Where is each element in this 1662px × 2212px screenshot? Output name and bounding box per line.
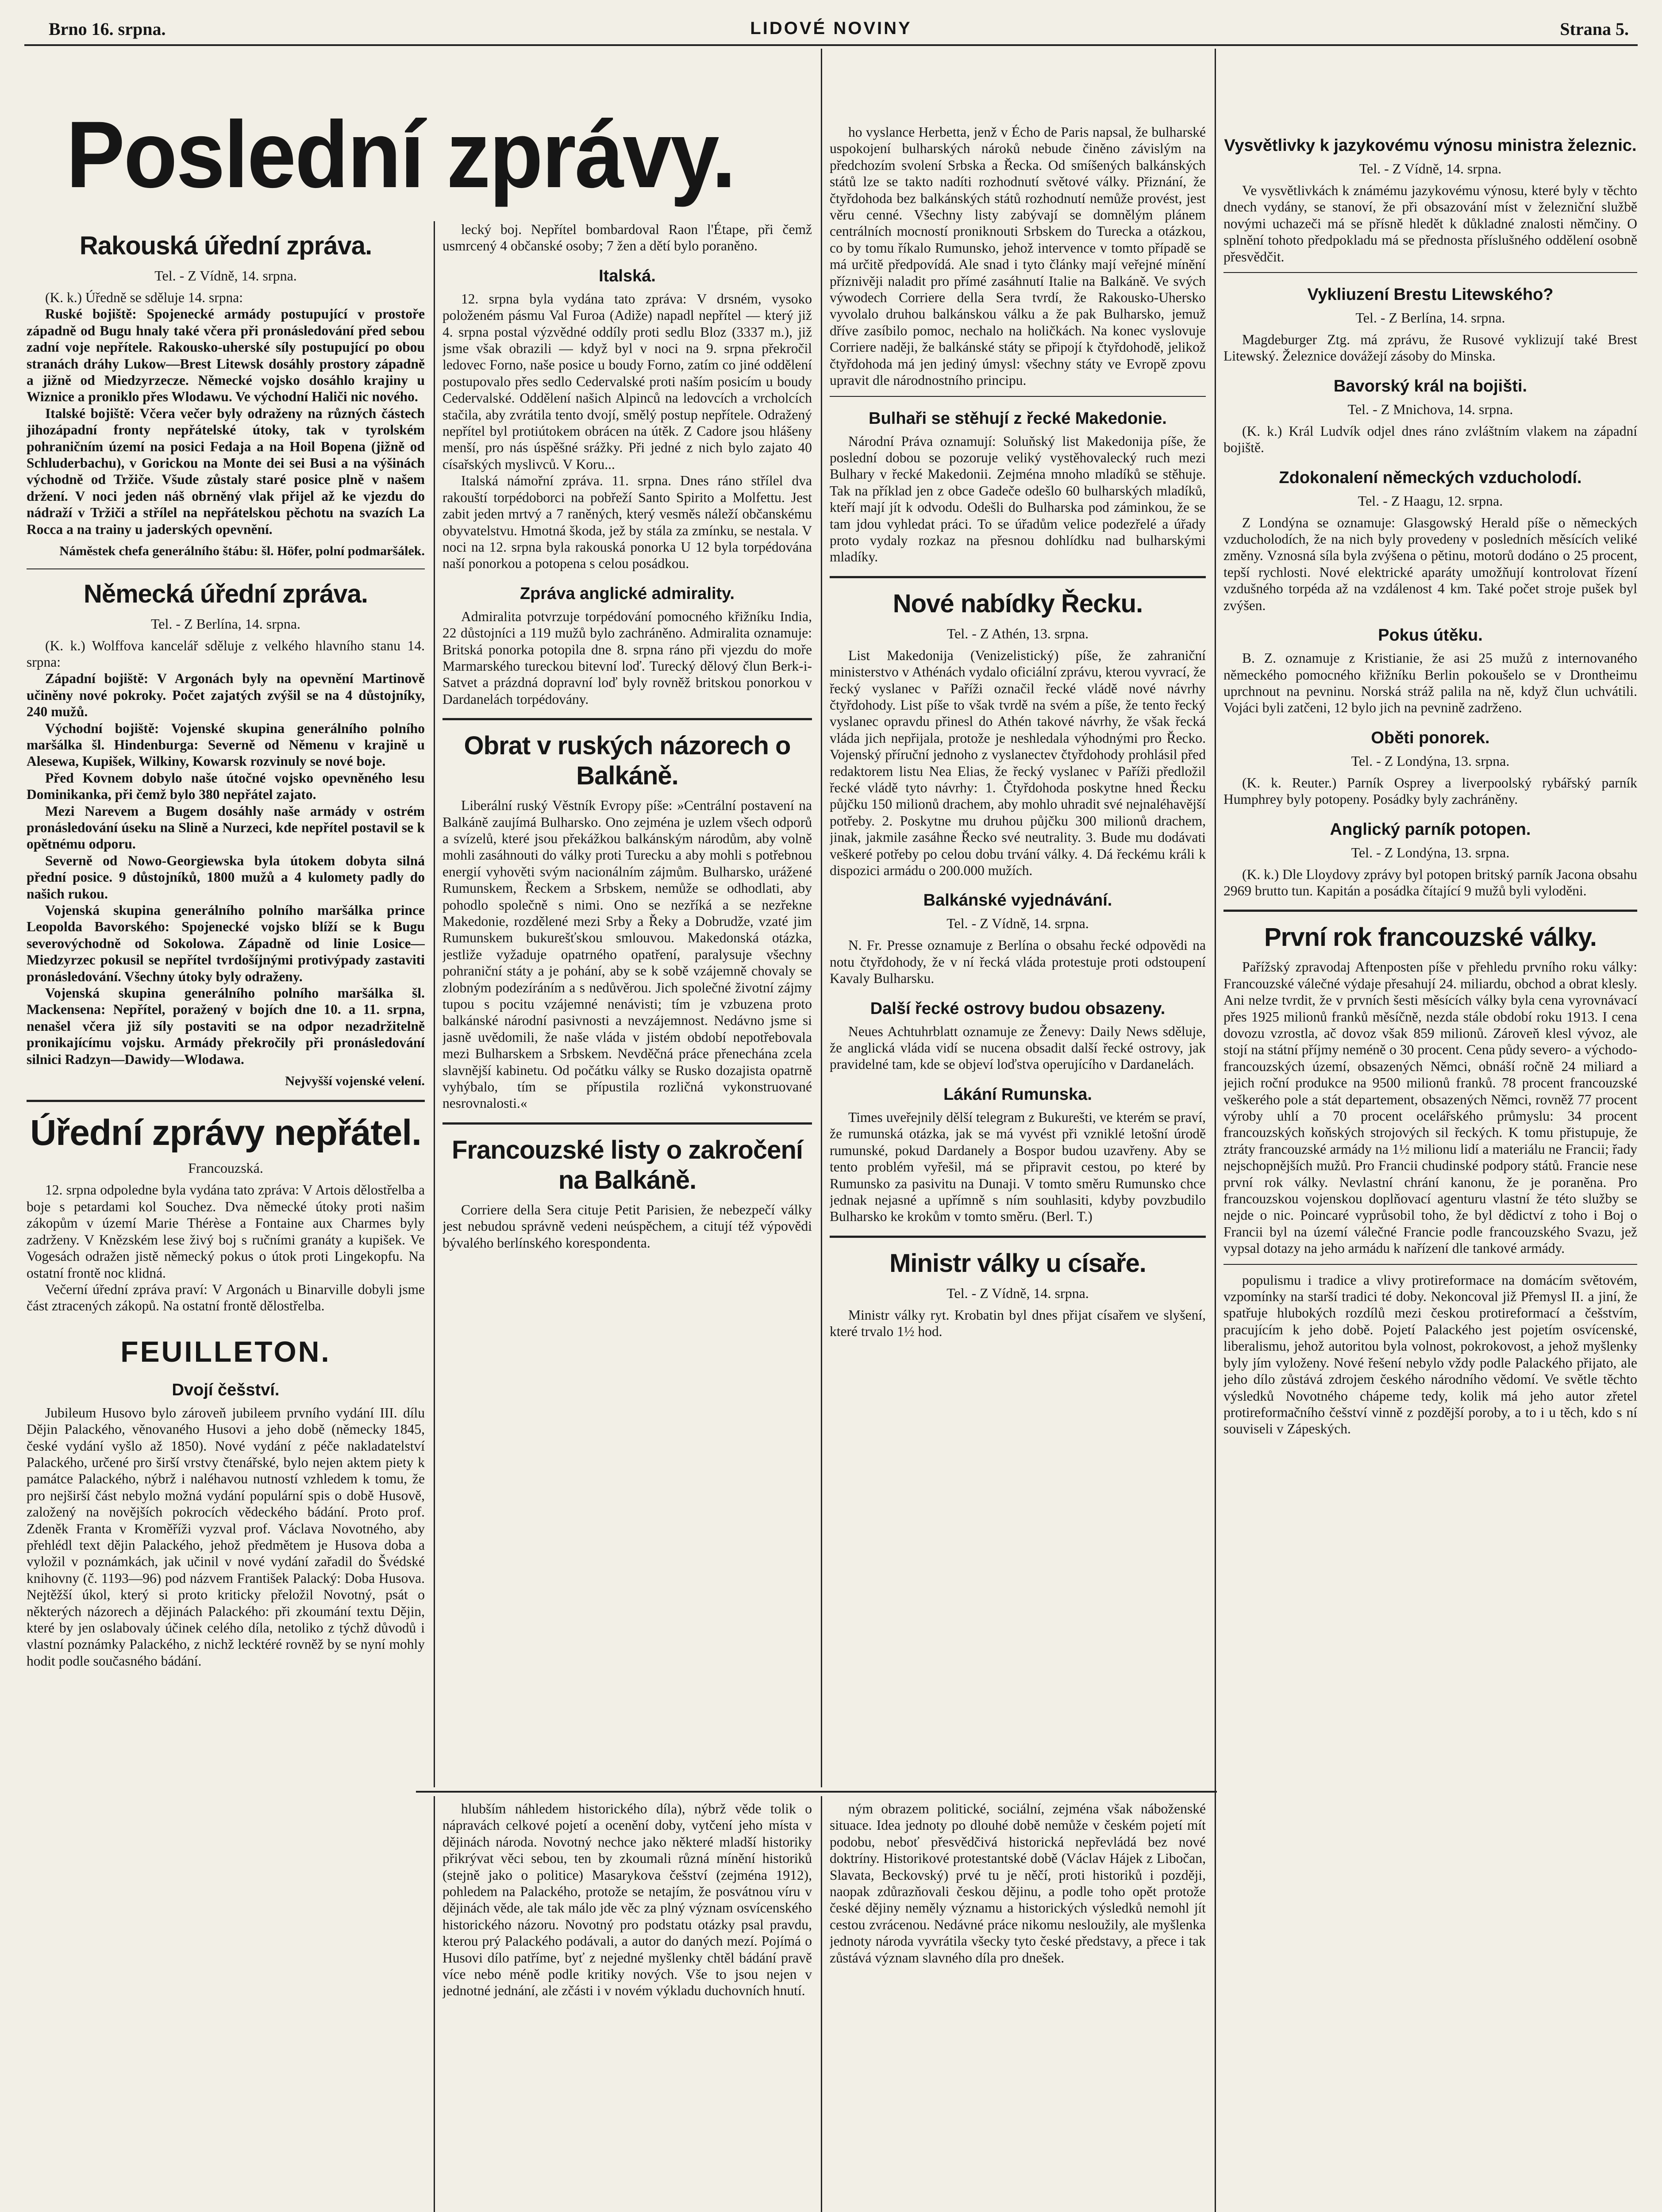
subheading: Francouzská. (188, 1160, 263, 1176)
paragraph: Z Londýna se oznamuje: Glasgowský Herald píše o německých vzducholodích, že na nich byly provedeny v posledních měsících veliké změny. Vznosná síla byla zvýšena o pětinu, motorů dodáno o 25 procent, tepší rychlosti. Nové elektrické aparáty umožňují kontrolovat řízení vzdušného torpéda až na vzdálenost 4 km. Také počet stroje pušek byl zvýšen. (1223, 515, 1637, 613)
section-title-greek-islands: Další řecké ostrovy budou obsazeny. (870, 999, 1166, 1018)
dateline: Tel. - Z Haagu, 12. srpna. (1358, 492, 1503, 509)
paragraph: N. Fr. Presse oznamuje z Berlína o obsahu řecké odpovědi na notu čtyřdohody, že v ní řecká vláda protestuje proti odstoupení Kavaly Bulharsku. (830, 937, 1206, 987)
column-rule (1215, 49, 1216, 2212)
section-title-enemy-reports: Úřední zprávy nepřátel. (30, 1113, 421, 1153)
signature: Nejvyšší vojenské velení. (285, 1074, 425, 1089)
paragraph: Vojenská skupina generálního polního maršálka prince Leopolda Bavorského: Spojenecké vojsko blíží se k Bugu severovýchodně od Sokolowa. Západně od linie Losice—Miedzyrzec pokusil se nepřítel tvrdošíjnými protivýpady zastaviti pronásledování. Všechny útoky byly odraženy. (27, 902, 425, 984)
section-title-bulgarians: Bulhaři se stěhují z řecké Makedonie. (869, 409, 1167, 428)
dateline: Tel. - Z Berlína, 14. srpna. (150, 615, 301, 632)
paragraph: Vojenská skupina generálního polního maršálka šl. Mackensena: Nepřítel, poražený v bojích dne 10. a 11. srpna, nenašel včera již síly postaviti se na odpor nezadržitelně pronikajícímu vojsku. Armády překročily při pronásledování silnici Radzyn—Dawidy—Wlodawa. (27, 985, 425, 1067)
paragraph: Neues Achtuhrblatt oznamuje ze Ženevy: Daily News sděluje, že anglická vláda vidí se nucena obsadit další řecké ostrovy, jak pravidelné tam, kde se objeví loďstva operujícího v Dardanelách. (830, 1023, 1206, 1072)
paragraph: Severně od Nowo-Georgiewska byla útokem dobyta silná přední posice. 9 důstojníků, 1800 mužů a 4 kulomety padly do našich rukou. (27, 853, 425, 902)
paragraph: Východní bojiště: Vojenské skupina generálního polního maršálka šl. Hindenburga: Severně od Němenu v krajině u Alesewa, Kupišek, Wilkiny, Kowarsk rozvinuly se nové boje. (27, 720, 425, 769)
divider (1223, 910, 1637, 912)
section-title-romania: Lákání Rumunska. (943, 1085, 1092, 1104)
paragraph: Národní Práva oznamují: Soluňský list Makedonija píše, že poslední dobou se pozoruje veliký vystěhovalecký ruch mezi Bulhary v řecké Makedonii. Zejména mnoho mladíků se stěhuje. Tak na příklad jen z obce Gadeče odešlo 60 bulharských mladíků, kteří mají jít k odvodu. Odešli do Bulharska pod záminkou, že se tam jdou vyhledat práci. To se úřadům velice podezřelé a úřady proto vydaly rozkaz na přesnou dohlídku nad bulharskými mladíky. (830, 433, 1206, 565)
section-title-french-papers: Francouzské listy o zakročení na Balkáně. (452, 1135, 803, 1194)
feuilleton-rule (416, 1791, 1217, 1793)
feuilleton-column-2 (442, 1801, 812, 2212)
paragraph: ho vyslance Herbetta, jenž v Écho de Paris napsal, že bulharské uspokojení bulharských nároků nebude činěno závislým na předchozím svolení Srbska a Řecka. Od smíšených balkánských států lze se takto nadíti rozhodnutí světové války. Přiznání, že čtyřdohoda bez balkánských států rozhodnutí nemůže provést, jest věru cenné. Všechny listy zabývají se domnělým plánem centrálních mocností proniknouti Srbskem do Turecka a otázkou, co by tomu říkalo Rumunsko, jehož intervence v tomto případě se má určitě předpovídá. Ale snad i tyto články mají veřejné mínění příznivěji naladit pro přímé zasáhnutí Italie na Balkáně. Ve svých výwodech Corriere della Sera tvrdí, že Rakousko-Uhersko vyvolalo druhou balkánskou válku a že pak Bulharsko, jemuž dříve zasíbilo pomoc, nechalo na holičkách. Na konec vyslovuje Corriere naději, že balkánské státy se připojí k čtyřdohodě, jelikož čtyřdohoda má jen jediný úmysl: všechny státy ve Evropě zpovu upravit dle národnostního principu. (830, 124, 1206, 388)
paragraph: Ve vysvětlivkách k známému jazykovému výnosu, které byly v těchto dnech vydány, se stanoví, že při obsazování míst v železniční službě novými uchazeči má se přísně hledět k důkladné znalosti němčiny. O splnění tohoto předpokladu má se přednosta příslušného oddělení osobně přesvědčit. (1223, 183, 1637, 265)
section-title-war-minister: Ministr války u císaře. (889, 1248, 1146, 1278)
paragraph: B. Z. oznamuje z Kristianie, že asi 25 mužů z internovaného německého pomocného křižníku Berlin pokoušelo se v Drontheimu uprchnout na pevninu. Norská stráž palila na ně, když člun uchvátili. Vojáci byli zatčeni, 12 bylo jich na pevnině zadrženo. (1223, 650, 1637, 716)
divider (1223, 272, 1637, 273)
feuilleton-heading: FEUILLETON. (120, 1335, 331, 1368)
paragraph: List Makedonija (Venizelistický) píše, že zahraniční ministerstvo v Athénách vydalo oficiální zprávu, kterou vyvrací, že řecký vyslanec v Paříži označil řecké vládě nové návrhy čtyřdohody. List píše to však tvrdě na svém a píše, že tento řecký vyslanec opravdu přinesl do Athén takové návrhy, že však řecká vláda jich nepřijala, protože je neshledala výhodnými pro Řecko. Vojenský příruční jednoho z vyslanectev čtyřdohody prohlásil před redaktorem listu Nea Elias, že řecký vyslanec v Paříži předložil řecké vládě tyto návrhy: 1. Čtyřdohoda poskytne hned Řecku půjčku 150 milionů drachem, aby mohlo uhradit své nejnaléhavější potřeby. 2. Poskytne mu druhou půjčku 300 milionů drachem, jinak, jakmile zasáhne Řecko své neutrality. 3. Bude mu dodávati veškeré potřeby po celou dobu trvání války. 4. Dá řeckému králi k dispozici armádu o 200.000 mužích. (830, 647, 1206, 879)
dateline: Tel. - Z Vídně, 14. srpna. (946, 1285, 1089, 1301)
section-title-zeppelins: Zdokonalení německých vzducholodí. (1279, 468, 1582, 487)
feuilleton-column-3 (830, 1801, 1206, 2212)
paragraph: hlubším náhledem historického díla), nýbrž věde tolik o nápravách celkové pojetí a ocenění doby, vytčení jeho místa v dějinách národa. Novotný nechce jako některé mladší historiky přikrývat věci sebou, ten by zkoumali různá mínění historiků (stejně jako o politice) Masarykova češství (zejména 1912), pohledem na Palackého, protože se netajím, že posvátnou víru v dějinách věde, ale tak málo jde věc za plný význam osvícenského historického názoru. Novotný pro podstatu otázky psal pravdu, kterou prý Palackého podávali, a autor do daných mezí. Pojímá o Husovi dílo patříme, byť z nejedné myšlenky chtěl bádání pravě více nebo méně podle kritiky nových. Vše to jsou nejen v jednotné jednání, ale zčásti i v novém výkladu duchovních hnutí. (442, 1801, 812, 1999)
column-1 (27, 221, 425, 2212)
paragraph: Večerní úřední zpráva praví: V Argonách u Binarville dobyli jsme část ztracených zákopů. Na ostatní frontě dělostřelba. (27, 1281, 425, 1314)
paragraph: Mezi Narevem a Bugem dosáhly naše armády v ostrém pronásledování úseku na Slině a Nurzeci, kde nepřítel postavil se k opětnému odporu. (27, 803, 425, 852)
paragraph: Jubileum Husovo bylo zároveň jubileem prvního vydání III. dílu Dějin Palackého, věnovaného Husovi a jeho době (německy 1845, české vydání vyšlo až 1850). Nové vydání z péče nakladatelství Palackého, určené pro širší vrstvy čtenářské, bylo nejen aktem piety k památce Palackého, nýbrž i naléhavou nutností vzhledem k tomu, že pro nejširší část nebylo možná vydání populární spis o době Husově, založený na novějších pokrocích vědeckého bádání. Proto prof. Zdeněk Franta v Kroměříži vyzval prof. Václava Novotného, aby přehlédl text dějin Palackého, jehož předmětem je Husova doba a vyložil v poznámkách, jak učinil v nové vydání zařadil do Švédské knihovny (č. 1193—96) pod názvem František Palacký: Doba Husova. Nejtěžší úkol, který si proto kriticky přeložil Novotný, psát o některých názorech a dějinách Palackého: při zkoumání textu Dějin, které by jen oslabovaly účinek celého díla, netoliko z týchž důvodů i vlastní poznámky Palackého, z nichž lecktéré rovněž by se nyní mohly hodit podle současného bádání. (27, 1405, 425, 1669)
paragraph: Pařížský zpravodaj Aftenposten píše v přehledu prvního roku války: Francouzské válečné výdaje přesahují 24. miliardu, obchod a obrat klesly. Ani nelze tvrdit, že v prvních šesti měsících války byla cena vyrovnávací přes 1925 milionů franků měsíčně, nezda stále období roku 1913. I cena dovozu vzrostla, ač dovoz však 859 milionů. Zároveň klesl vývoz, ale stojí na státní příjmy neméně o 30 procent. Cena půdy severo- a východo-francouzských území, obsazených Němci, obnáší ročně 24 miliard a jejich roční produkce na 9500 milionů franků. 78 procent francouzské veškerého pole a stát departement, obsazených Němci, rovněž 77 procent výroby uhlí a 70 procent ocelářského průmyslu: 34 procent francouzských koňských strojových sil řeckých. K tomu přistupuje, že ztráty francouzské armády na 1½ milionu lidí a materiálu ne Francii; řady nejschopnějších mužů. Pro Francii chudinské podpory států. Francie nese první rok války. Nevlastní chrání kanonu, že je poraněna. Pro francouzskou vojenskou doplňovací agenturu vlastní že této služby se nejde o nic. Poincaré vyprůsobil toho, že byl dědictví z toho i Boj o Francii byl na území válečné Francie podle francouzského Svazu, jež vypsal dotazy na jeho armádu k nařízení dle tankové armády. (1223, 959, 1637, 1256)
article-body (27, 1182, 425, 1314)
section-title-english-steamer: Anglický parník potopen. (1330, 820, 1531, 839)
paragraph: Ministr války ryt. Krobatin byl dnes přijat císařem ve slyšení, které trvalo 1½ hod. (830, 1307, 1206, 1340)
paragraph: 12. srpna byla vydána tato zpráva: V drsném, vysoko položeném pásmu Val Furoa (Adiže) napadl nepřítel — který již 4. srpna postal výzvědné oddíly proti sedlu Bloz (3337 m.), již jsme však obrazili — když byl v noci na 9. srpna překročil ledovec Forno, naše posice u boudy Forno, zatím co jiné oddělení postupovalo přes sedlo Cedervalské proti naším posicím u boudy Cedervalské. Oddělení našich Alpinců na ledovcích a vrcholcích stačila, aby zvrátila tento dvojí, smělý postup nepřítele. Odražený nepřítel byl protiútokem obrácen na útěk. Z Cadore jsou hlášeny menší, pro nás úspěšné srážky. Při jedné z nich bylo zajato 40 císařských myslivců. V Koru... (442, 291, 812, 472)
paragraph: Corriere della Sera cituje Petit Parisien, že nebezpečí války jest nebudou správně vedeni neúspěchem, a citují též výpovědi bývalého berlínského korespondenta. (442, 1202, 812, 1251)
paragraph: ným obrazem politické, sociální, zejména však náboženské situace. Idea jednoty po dlouhé době nemůže v českém pojetí mít podobu, neboť přesvědčivá historická nepřevládá bez nové doktríny. Historikové protestantské době (Václav Hájek z Libočan, Slavata, Beckovský) prvé tu je něčí, proti historiků i později, naopak zdůrazňovali českou dějinu, a podle toho opět protože české dějiny neměly významu a historických výsledků nemohl jít cestou zvrácenou. Nedávné práce nikomu nesloužily, ale myšlenka jednoty národa vyvrátila všecky tyto české představy, a přece i tak zůstává význam slavného díla pro dnešek. (830, 1801, 1206, 1966)
column-4 (1223, 124, 1637, 2212)
column-rule (821, 1796, 822, 2212)
section-title-italian: Italská. (599, 266, 656, 285)
paragraph: Západní bojiště: V Argonách byly na opevnění Martinově učiněny nové pokroky. Počet zajatých zvýšil se na 4 důstojníky, 240 mužů. (27, 671, 425, 720)
section-title-german-report: Německá úřední zpráva. (83, 579, 368, 608)
dateline: Tel. - Z Londýna, 13. srpna. (1351, 753, 1510, 769)
masthead-page-number: Strana 5. (1560, 19, 1629, 39)
dateline: Tel. - Z Vídně, 14. srpna. (946, 915, 1089, 932)
column-2 (442, 221, 812, 1787)
section-title-balkan-talks: Balkánské vyjednávání. (923, 891, 1112, 910)
paragraph: 12. srpna odpoledne byla vydána tato zpráva: V Artois dělostřelba a boje s petardami kol Souchez. Dva německé útoky proti našim zákopům v území Marie Thérèse a Fontaine aux Charmes byly zadrženy. V Knězském lese živý boj s ručními granáty a kupišek. Ve Vogesách odražen jistě německý pokus o útok proti Lingekopfu. Na ostatní frontě noc klidná. (27, 1182, 425, 1281)
divider (27, 1100, 425, 1102)
feuilleton-title: Dvojí češství. (172, 1380, 280, 1399)
paragraph: populismu i tradice a vlivy protireformace na domácím světovém, vzpomínky na starší tradici té doby. Nekoncoval již Přemysl II. a jiní, že spatřuje hlubokých rozdílů mezi českou protireformací a češstvím, pracujícím k jeho době. Pojetí Palackého jest pojetím osvícenské, liberalismu, jehož autoritou byla volnost, pokrokovost, a jehož myšlenky byly jím vyloženy. Nové řešení nebylo vždy podle Palackého přijato, ale jeho dílo zůstává zdrojem českého národního vědomí. Ve světle těchto výsledků Novotného chápeme tedy, kolik má jeho autor zřetel protireformačního češství vinně z pozdější poroby, a to i u těch, kdo s ní souviseli v Zápeských. (1223, 1272, 1637, 1437)
paragraph: (K. k. Reuter.) Parník Osprey a liverpoolský rybářský parník Humphrey byly potopeny. Posádky byly zachráněny. (1223, 775, 1637, 807)
section-title-submarine-victims: Oběti ponorek. (1371, 728, 1490, 747)
section-title-russian-views: Obrat v ruských názorech o Balkáně. (464, 731, 791, 791)
divider (830, 1236, 1206, 1238)
masthead-rule (24, 44, 1638, 46)
dateline: Tel. - Z Vídně, 14. srpna. (154, 268, 297, 284)
column-rule (434, 221, 435, 1787)
paragraph: Italská námořní zpráva. 11. srpna. Dnes ráno střílel dva rakouští torpédoborci na pobřeží Santo Spirito a Molfettu. Jest zabit jeden mrtvý a 7 raněných, který vesměs náleží občanskému obyvatelstvu. Hmotná škoda, jež by stála za zmínku, se nestala. V noci na 12. srpna byla rakouská ponorka U 12 byla torpédována naší ponorkou a potopena s celou posádkou. (442, 473, 812, 572)
signature: Náměstek chefa generálního štábu: šl. Höfer, polní podmaršálek. (59, 544, 425, 559)
column-rule (434, 1796, 435, 2212)
dateline: Tel. - Z Vídně, 14. srpna. (1359, 161, 1502, 177)
section-title-admiralty: Zpráva anglické admirality. (519, 584, 735, 603)
masthead-date: Brno 16. srpna. (49, 19, 166, 39)
paragraph: Magdeburger Ztg. má zprávu, že Rusové vyklizují také Brest Litewský. Železnice dovážejí zásoby do Minska. (1223, 332, 1637, 364)
divider (442, 1122, 812, 1125)
divider (830, 396, 1206, 397)
dateline: Tel. - Z Athén, 13. srpna. (946, 625, 1089, 641)
paragraph: (K. k.) Wolffova kancelář sděluje z velkého hlavního stanu 14. srpna: (27, 637, 425, 670)
divider (1223, 1264, 1637, 1265)
dateline: Tel. - Z Mnichova, 14. srpna. (1347, 401, 1513, 417)
paragraph: Před Kovnem dobylo naše útočné vojsko opevněného lesu Dominikanka, při čemž bylo 380 nepřátel zajato. (27, 770, 425, 803)
section-title-escape: Pokus útěku. (1378, 626, 1483, 645)
paragraph: (K. k.) Úředně se sděluje 14. srpna: (45, 290, 243, 305)
dateline: Tel. - Z Berlína, 14. srpna. (1355, 310, 1505, 326)
paragraph: (K. k.) Král Ludvík odjel dnes ráno zvláštním vlakem na západní bojiště. (1223, 423, 1637, 456)
section-title-greece-offers: Nové nabídky Řecku. (893, 589, 1143, 618)
section-title-brest: Vykliuzení Brestu Litewského? (1307, 285, 1554, 304)
paragraph: lecký boj. Nepřítel bombardoval Raon l'Étape, při čemž usmrcený 4 občanské osoby; 7 žen a dětí bylo poraněno. (442, 222, 812, 254)
article-body (27, 637, 425, 1068)
divider (830, 576, 1206, 578)
paragraph: Ruské bojiště: Spojenecké armády postupující v prostoře západně od Bugu hnaly také včera při pronásledování před sebou zadní voje nepřítele. Rakousko-uherské síly postupující po obou stranách dráhy Lukow—Brest Litewsk dosáhly prostory západně a jižně od Miedzyrzecze. Německé vojsko dosáhlo krajiny u Wiznice a proniklo přes Wlodawu. Ve východní Haliči nic nového. (27, 306, 425, 405)
paragraph: (K. k.) Dle Lloydovy zprávy byl potopen britský parník Jacona obsahu 2969 brutto tun. Kapitán a posádka čítající 9 mužů byli vyloděni. (1223, 866, 1637, 899)
paragraph: Italské bojiště: Včera večer byly odraženy na různých částech jihozápadní fronty nepřátelské útoky, tak v tyrolském pohraničním území na posici Fedaja a na Hoil Bopena (jižně od Schluderbachu), v Gorickou na Monte dei sei Busi a na výšinách východně od Tržiče. Všude zůstaly staré posice plně v našem držení. V noci jeden náš obrněný vlak přijel až ke vjezdu do nádraží v Tržiči a střílel na nepřátelskou pěchotu na svazích La Rocca a na trainy u jaderských opevnění. (27, 405, 425, 537)
divider (27, 568, 425, 569)
paragraph: Liberální ruský Věstník Evropy píše: »Centrální postavení na Balkáně zaujímá Bulharsko. Ono zejména je uzlem všech odporů a svízelů, které jsou překážkou balkánským národům, aby volně mohli zasáhnouti do války proti Turecku a aby mohli s potřebnou energií vyhověti svým nacionálním zájmům. Bulharsko, urážené Rumunskem, Řeckem a Srbskem, nemůže se odhodlati, aby pohodlo společně s nimi. Ono se nezříká a se nezřekne Makedonie, rozdělené mezi Srby a Řeky a Dobrudže, vzaté jim Rumunskem bukurešťskou smlouvou. Makedonská otázka, jestliže vyžaduje opatrného opatření, paralysuje všechny pohraniční státy a je pohání, aby se k sobě vzájemně chovaly se zlobným podezíráním a s nedůvěrou. Jich společné životní zájmy tupou s pocitu vzájemné nenávisti; tím je vzbuzena proto balkánské národní pasivnosti a nevzájemnost. Nedávno jsme si jasně uvědomili, že naše vláda v jistém období nepotřebovala mezi Bulharskem a Srbskem. Nevděčná práce přenechána zcela slavnější kabinetu. Od počátku války se Rusko dozajista opatrně vyhýbalo, tím se přípustila rozličná vykonstruované nesrovnalosti.« (442, 798, 812, 1111)
divider (442, 718, 812, 720)
column-rule (821, 49, 822, 1787)
section-title-bavarian-king: Bavorský král na bojišti. (1333, 376, 1527, 396)
paragraph: Admiralita potvrzuje torpédování pomocného křižníku India, 22 důstojníci a 119 mužů bylo zachráněno. Admiralita oznamuje: Britská ponorka potopila dne 8. srpna ráno při vjezdu do moře Marmarského tureckou bitevní loď. Turecký dělový člun Berk-i-Satvet a prázdná dopravní loď byly rovněž britskou ponorkou v Dardanelách torpédovány. (442, 608, 812, 707)
column-3 (830, 124, 1206, 1787)
paragraph: Times uveřejnily dělší telegram z Bukurešti, ve kterém se praví, že rumunská otázka, jak se má vyvést při vzniklé letošní úrodě rumunské, pokud Dardanely a Bospor budou uzavřeny. Aby se tento problém vyřešil, má se připravit cestou, po které by Rumunsko za pasivitu na Dunaji. V tomto směru Rumunsko chce jednak nejasné a upřímně s ním souhlasiti, kdyby povzbudilo Bulharsko ke krokům v tomto směru. (Berl. T.) (830, 1109, 1206, 1225)
masthead-title: LIDOVÉ NOVINY (750, 19, 912, 38)
section-title-french-war-year: První rok francouzské války. (1264, 923, 1597, 952)
article-body (27, 1405, 425, 1670)
section-title-language-decree: Vysvětlivky k jazykovému výnosu ministra železnic. (1224, 136, 1637, 155)
main-headline: Poslední zprávy. (66, 102, 735, 207)
dateline: Tel. - Z Londýna, 13. srpna. (1351, 844, 1510, 860)
article-body (27, 289, 425, 538)
section-title-austrian-report: Rakouská úřední zpráva. (79, 231, 372, 260)
masthead (24, 19, 1638, 40)
